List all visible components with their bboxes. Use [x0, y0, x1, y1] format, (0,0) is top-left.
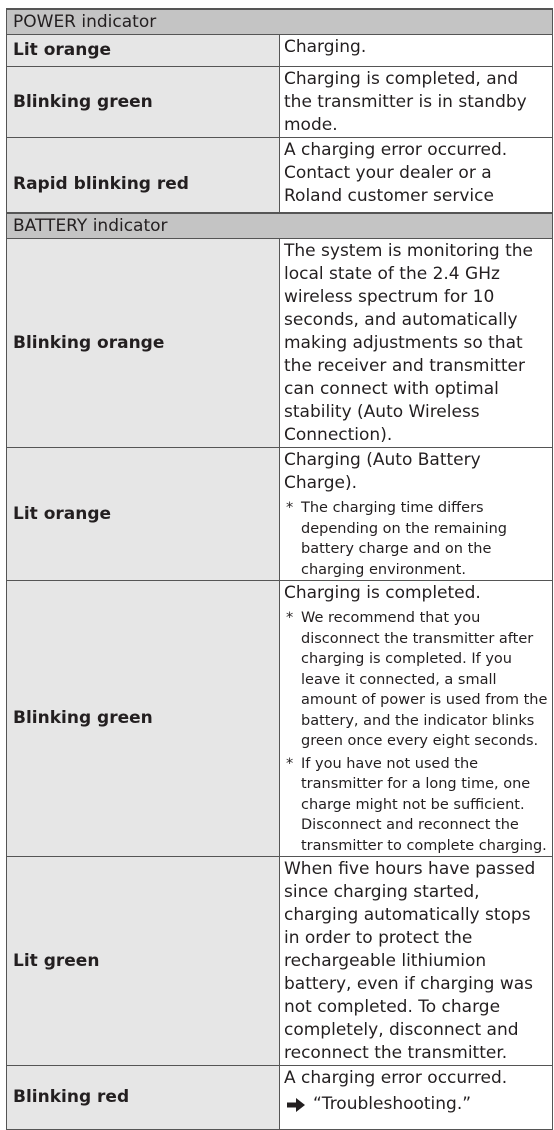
note — [284, 498, 548, 580]
note — [284, 608, 548, 752]
battery-indicator-table — [6, 212, 553, 1130]
note-marker: * — [286, 500, 294, 516]
note-text: The charging time differs depending on the remaining battery charge and on the charging environment. — [301, 500, 507, 578]
table-row — [7, 35, 553, 67]
note-text: If you have not used the transmitter for a long time, one charge might not be sufficient. Disconnect and reconnect the transmitter to complete charging. — [301, 755, 547, 854]
row-key: Blinking green — [7, 581, 280, 857]
table-row — [7, 67, 553, 138]
row-value: Charging. — [280, 35, 553, 67]
row-key: Lit orange — [7, 35, 280, 67]
troubleshooting-link-text: “Troubleshooting.” — [313, 1094, 472, 1114]
row-value: The system is monitoring the local state of the 2.4 GHz wireless spectrum for 10 seconds, and automatically making adjustments so that the receiver and transmitter can connect with optimal stability (Auto Wireless Connection). — [280, 239, 553, 448]
row-value — [280, 1066, 553, 1130]
troubleshooting-reference — [284, 1093, 548, 1116]
row-value: Charging is completed, and the transmitter is in standby mode. — [280, 67, 553, 138]
table-row — [7, 448, 553, 581]
row-key: Lit orange — [7, 448, 280, 581]
row-key: Lit green — [7, 857, 280, 1066]
row-main-text: Charging (Auto Battery Charge). — [284, 450, 481, 493]
table-row — [7, 1066, 553, 1130]
row-key: Blinking red — [7, 1066, 280, 1130]
row-key: Rapid blinking red — [7, 138, 280, 232]
row-key: Blinking orange — [7, 239, 280, 448]
row-value: A charging error occurred. Contact your dealer or a Roland customer service — [280, 138, 553, 232]
row-value: When five hours have passed since charging started, charging automatically stops in order to protect the rechargeable lithiumion battery, even if charging was not completed. To charge completely, disconnect and reconnect the transmitter. — [280, 857, 553, 1066]
battery-indicator-heading: BATTERY indicator — [7, 213, 553, 239]
note-marker: * — [286, 755, 294, 772]
note — [284, 754, 548, 857]
power-indicator-heading: POWER indicator — [7, 9, 553, 35]
row-value — [280, 581, 553, 857]
table-row — [7, 857, 553, 1066]
power-indicator-table — [6, 8, 553, 232]
row-main-text: Charging is completed. — [284, 583, 481, 603]
row-value — [280, 448, 553, 581]
note-text: We recommend that you disconnect the transmitter after charging is completed. If you leave it connected, a small amount of power is used from the battery, and the indicator blinks green once every eight seconds. — [301, 610, 548, 749]
row-key: Blinking green — [7, 67, 280, 138]
table-row — [7, 581, 553, 857]
arrow-right-icon — [287, 1098, 305, 1112]
row-main-text: A charging error occurred. — [284, 1068, 508, 1088]
table-row — [7, 239, 553, 448]
note-marker: * — [286, 610, 294, 626]
